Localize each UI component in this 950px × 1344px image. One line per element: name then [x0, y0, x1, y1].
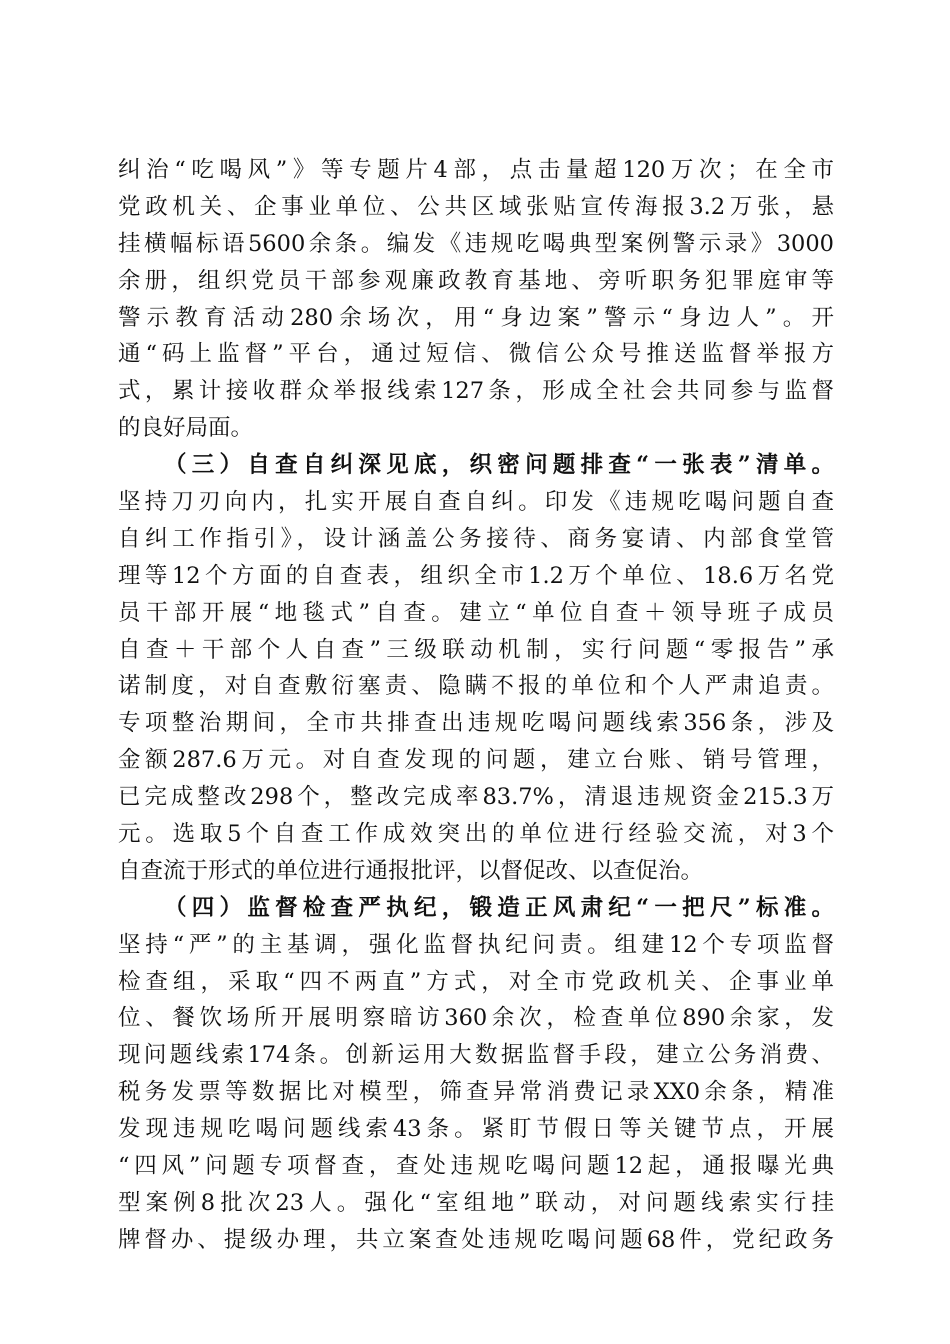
body-line: 牌督办、提级办理，共立案查处违规吃喝问题68件，党纪政务 [118, 1226, 834, 1253]
body-line: 自查流于形式的单位进行通报批评，以督促改、以查促治。 [118, 857, 704, 884]
body-line: 党政机关、企事业单位、公共区域张贴宣传海报3.2万张，悬 [118, 193, 834, 220]
body-line: 余册，组织党员干部参观廉政教育基地、旁听职务犯罪庭审等 [118, 267, 834, 294]
body-line: 通“码上监督”平台，通过短信、微信公众号推送监督举报方 [118, 341, 834, 368]
body-line: 式，累计接收群众举报线索127条，形成全社会共同参与监督 [118, 378, 834, 405]
body-line: 专项整治期间，全市共排查出违规吃喝问题线索356条，涉及 [118, 710, 834, 737]
body-line: 位、餐饮场所开展明察暗访360余次，检查单位890余家，发 [118, 1005, 834, 1032]
body-line: “四风”问题专项督查，查处违规吃喝问题12起，通报曝光典 [118, 1153, 834, 1180]
body-line: 员干部开展“地毯式”自查。建立“单位自查＋领导班子成员 [118, 599, 834, 626]
body-line: 纠治“吃喝风”》等专题片4部，点击量超120万次；在全市 [118, 157, 834, 183]
body-line: 的良好局面。 [118, 415, 254, 442]
body-line: 坚持“严”的主基调，强化监督执纪问责。组建12个专项监督 [118, 931, 834, 958]
section-heading-self-inspection: （三）自查自纠深见底，织密问题排查“一张表”清单。 [164, 452, 834, 479]
body-line: 已完成整改298个，整改完成率83.7%，清退违规资金215.3万 [118, 784, 834, 811]
body-line: 元。选取5个自查工作成效突出的单位进行经验交流，对3个 [118, 821, 834, 848]
body-line: 金额287.6万元。对自查发现的问题，建立台账、销号管理， [118, 747, 834, 774]
body-line: 发现违规吃喝问题线索43条。紧盯节假日等关键节点，开展 [118, 1116, 834, 1143]
body-line: 自纠工作指引》，设计涵盖公务接待、商务宴请、内部食堂管 [118, 525, 834, 552]
body-line: 坚持刀刃向内，扎实开展自查自纠。印发《违规吃喝问题自查 [118, 489, 834, 516]
body-line: 税务发票等数据比对模型，筛查异常消费记录XX0余条，精准 [118, 1079, 834, 1106]
body-line: 型案例8批次23人。强化“室组地”联动，对问题线索实行挂 [118, 1189, 834, 1216]
body-line: 自查＋干部个人自查”三级联动机制，实行问题“零报告”承 [118, 636, 834, 663]
section-heading-supervision: （四）监督检查严执纪，锻造正风肃纪“一把尺”标准。 [164, 894, 834, 921]
body-line: 理等12个方面的自查表，组织全市1.2万个单位、18.6万名党 [118, 562, 834, 589]
body-line: 现问题线索174条。创新运用大数据监督手段，建立公务消费、 [118, 1042, 834, 1069]
document-body [118, 152, 834, 1259]
body-line: 检查组，采取“四不两直”方式，对全市党政机关、企事业单 [118, 968, 834, 995]
body-line: 挂横幅标语5600余条。编发《违规吃喝典型案例警示录》3000 [118, 230, 834, 257]
body-line: 警示教育活动280余场次，用“身边案”警示“身边人”。开 [118, 304, 834, 331]
body-line: 诺制度，对自查敷衍塞责、隐瞒不报的单位和个人严肃追责。 [118, 673, 834, 700]
